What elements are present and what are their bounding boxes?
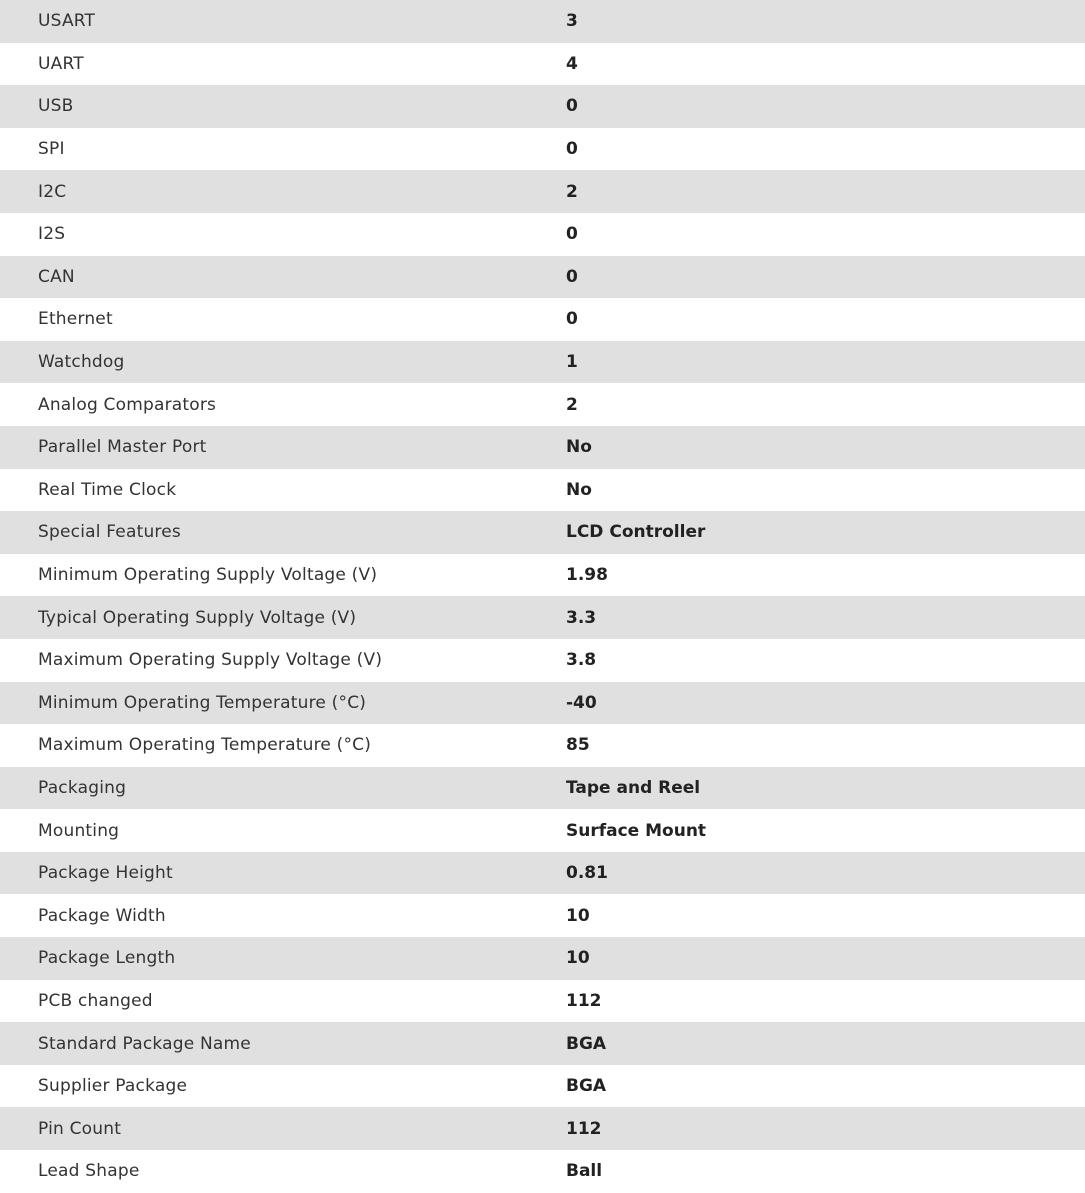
table-row	[0, 128, 1085, 171]
attribute-value: 3.3	[566, 607, 597, 628]
attribute-name: Maximum Operating Temperature (°C)	[38, 735, 372, 756]
attribute-name: UART	[38, 53, 84, 74]
attribute-value: LCD Controller	[566, 522, 706, 543]
table-row	[0, 937, 1085, 980]
table-row	[0, 298, 1085, 341]
attribute-value: 3	[566, 11, 578, 32]
table-row	[0, 554, 1085, 597]
attribute-value: No	[566, 437, 592, 458]
table-row	[0, 639, 1085, 682]
attribute-name: Watchdog	[38, 352, 125, 373]
attribute-value: 3.8	[566, 650, 597, 671]
attribute-name: CAN	[38, 266, 75, 287]
attribute-value: 0.81	[566, 863, 608, 884]
attribute-value: Ball	[566, 1161, 603, 1182]
attribute-name: Package Width	[38, 905, 166, 926]
table-row	[0, 170, 1085, 213]
attribute-name: Package Height	[38, 863, 173, 884]
attribute-name: Supplier Package	[38, 1076, 188, 1097]
attribute-value: No	[566, 479, 592, 500]
table-row	[0, 980, 1085, 1023]
attribute-name: USART	[38, 11, 96, 32]
attribute-value: 0	[566, 224, 578, 245]
table-row	[0, 341, 1085, 384]
table-row	[0, 511, 1085, 554]
table-row	[0, 256, 1085, 299]
attribute-value: 112	[566, 1118, 602, 1139]
attribute-name: Maximum Operating Supply Voltage (V)	[38, 650, 383, 671]
attribute-name: Mounting	[38, 820, 120, 841]
attribute-name: Pin Count	[38, 1118, 122, 1139]
attribute-value: Surface Mount	[566, 820, 707, 841]
attribute-value: 112	[566, 990, 602, 1011]
attribute-name: Minimum Operating Supply Voltage (V)	[38, 565, 378, 586]
table-row	[0, 852, 1085, 895]
attribute-value: 0	[566, 266, 578, 287]
attribute-value: 2	[566, 181, 578, 202]
attribute-value: 10	[566, 905, 590, 926]
attribute-value: 0	[566, 309, 578, 330]
attribute-name: Ethernet	[38, 309, 113, 330]
table-row	[0, 469, 1085, 512]
attribute-name: Special Features	[38, 522, 181, 543]
table-row	[0, 426, 1085, 469]
attribute-name: I2S	[38, 224, 66, 245]
table-row	[0, 682, 1085, 725]
attribute-value: 1.98	[566, 565, 608, 586]
table-row	[0, 767, 1085, 810]
table-row	[0, 43, 1085, 86]
attribute-value: 10	[566, 948, 590, 969]
table-row	[0, 1022, 1085, 1065]
table-row	[0, 383, 1085, 426]
attribute-value: 0	[566, 139, 578, 160]
table-row	[0, 596, 1085, 639]
attribute-name: Package Length	[38, 948, 176, 969]
table-row	[0, 1065, 1085, 1108]
attribute-name: PCB changed	[38, 990, 153, 1011]
attribute-value: BGA	[566, 1033, 607, 1054]
table-row	[0, 894, 1085, 937]
attribute-value: -40	[566, 692, 597, 713]
attribute-value: 0	[566, 96, 578, 117]
attribute-value: 4	[566, 53, 578, 74]
table-row	[0, 724, 1085, 767]
attribute-value: 85	[566, 735, 590, 756]
attribute-name: Real Time Clock	[38, 479, 177, 500]
table-row	[0, 0, 1085, 43]
attribute-name: SPI	[38, 139, 65, 160]
table-row	[0, 1150, 1085, 1193]
attribute-name: Typical Operating Supply Voltage (V)	[38, 607, 357, 628]
attribute-name: Analog Comparators	[38, 394, 217, 415]
attribute-name: Minimum Operating Temperature (°C)	[38, 692, 367, 713]
table-row	[0, 1107, 1085, 1150]
attribute-name: USB	[38, 96, 74, 117]
attribute-value: 1	[566, 352, 578, 373]
attribute-value: 2	[566, 394, 578, 415]
attribute-name: Lead Shape	[38, 1161, 140, 1182]
table-row	[0, 809, 1085, 852]
attribute-value: Tape and Reel	[566, 777, 701, 798]
attribute-name: I2C	[38, 181, 67, 202]
attribute-name: Packaging	[38, 777, 127, 798]
attribute-name: Parallel Master Port	[38, 437, 207, 458]
table-row	[0, 85, 1085, 128]
attribute-value: BGA	[566, 1076, 607, 1097]
attribute-name: Standard Package Name	[38, 1033, 251, 1054]
table-row	[0, 213, 1085, 256]
